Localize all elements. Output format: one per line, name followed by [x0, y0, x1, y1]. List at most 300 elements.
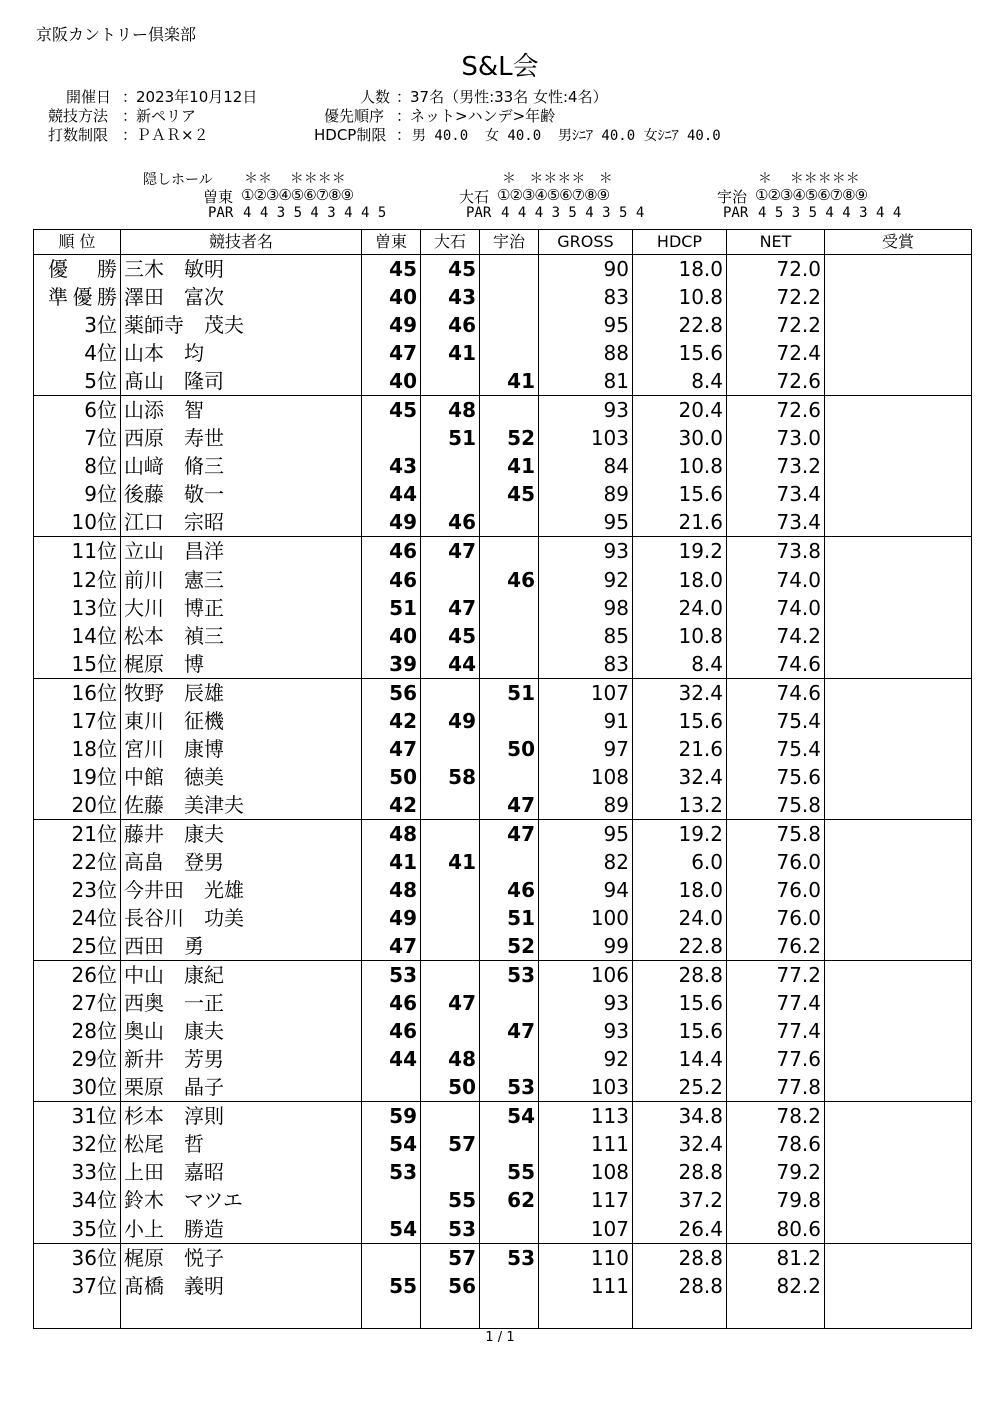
score-soto — [362, 1243, 421, 1272]
player-name: 上田 嘉昭 — [121, 1158, 362, 1186]
score-soto: 55 — [362, 1272, 421, 1300]
count-label: 人数 — [360, 88, 391, 106]
table-row — [34, 1130, 972, 1158]
empty-cell — [421, 1300, 480, 1329]
score-uji: 46 — [480, 566, 539, 594]
table-row — [34, 819, 972, 848]
net-cell: 73.4 — [727, 508, 825, 537]
score-soto: 51 — [362, 594, 421, 622]
player-name: 佐藤 美津夫 — [121, 791, 362, 820]
table-row — [34, 367, 972, 396]
rank-cell: 19位 — [34, 763, 121, 791]
award-cell — [825, 961, 972, 990]
method-sep: ： — [122, 107, 138, 125]
score-oishi: 53 — [421, 1214, 480, 1243]
score-uji: 51 — [480, 904, 539, 932]
score-soto: 53 — [362, 961, 421, 990]
award-cell — [825, 367, 972, 396]
table-row — [34, 622, 972, 650]
net-cell: 77.2 — [727, 961, 825, 990]
hdcp-cell: 18.0 — [633, 255, 727, 284]
rank-cell: 15位 — [34, 650, 121, 679]
score-soto: 48 — [362, 819, 421, 848]
player-name: 山﨑 脩三 — [121, 452, 362, 480]
award-cell — [825, 1045, 972, 1073]
net-cell: 72.0 — [727, 255, 825, 284]
award-cell — [825, 904, 972, 932]
score-oishi: 41 — [421, 848, 480, 876]
award-cell — [825, 819, 972, 848]
table-row — [34, 932, 972, 961]
net-cell: 77.4 — [727, 989, 825, 1017]
hdcp-cell: 15.6 — [633, 1017, 727, 1045]
award-cell — [825, 424, 972, 452]
score-uji — [480, 311, 539, 339]
empty-cell — [480, 1300, 539, 1329]
score-oishi — [421, 791, 480, 820]
score-uji — [480, 989, 539, 1017]
hdcp-cell: 32.4 — [633, 763, 727, 791]
date-sep: ： — [122, 88, 138, 106]
award-cell — [825, 566, 972, 594]
player-name: 西田 勇 — [121, 932, 362, 961]
score-uji — [480, 1130, 539, 1158]
table-row — [34, 707, 972, 735]
score-oishi: 43 — [421, 283, 480, 311]
net-cell: 75.8 — [727, 819, 825, 848]
score-oishi — [421, 932, 480, 961]
table-row — [34, 763, 972, 791]
gross-cell: 97 — [539, 735, 633, 763]
rank-cell: 17位 — [34, 707, 121, 735]
gross-cell: 93 — [539, 989, 633, 1017]
hdcp-cell: 13.2 — [633, 791, 727, 820]
course-1-par: 4 4 3 5 4 3 4 4 5 — [243, 205, 387, 221]
score-soto: 49 — [362, 904, 421, 932]
net-cell: 79.2 — [727, 1158, 825, 1186]
player-name: 牧野 辰雄 — [121, 678, 362, 707]
page-number: 1 / 1 — [485, 1330, 515, 1345]
net-cell: 75.6 — [727, 763, 825, 791]
rank-cell: 25位 — [34, 932, 121, 961]
table-row — [34, 255, 972, 284]
gross-cell: 100 — [539, 904, 633, 932]
net-cell: 74.0 — [727, 594, 825, 622]
gross-cell: 108 — [539, 763, 633, 791]
table-row — [34, 848, 972, 876]
award-cell — [825, 594, 972, 622]
table-row — [34, 283, 972, 311]
score-oishi: 51 — [421, 424, 480, 452]
net-cell: 74.2 — [727, 622, 825, 650]
score-uji: 52 — [480, 424, 539, 452]
score-soto: 42 — [362, 791, 421, 820]
gross-cell: 84 — [539, 452, 633, 480]
rank-cell: 32位 — [34, 1130, 121, 1158]
score-uji: 47 — [480, 791, 539, 820]
player-name: 三木 敏明 — [121, 255, 362, 284]
col-hdcp: HDCP — [633, 230, 727, 255]
rank-cell: 26位 — [34, 961, 121, 990]
hdcp-cell: 15.6 — [633, 480, 727, 508]
award-cell — [825, 650, 972, 679]
net-cell: 74.6 — [727, 678, 825, 707]
gross-cell: 90 — [539, 255, 633, 284]
method-value: 新ペリア — [136, 107, 197, 125]
score-oishi: 46 — [421, 311, 480, 339]
table-row — [34, 1073, 972, 1102]
score-oishi: 45 — [421, 622, 480, 650]
score-uji — [480, 339, 539, 367]
award-cell — [825, 508, 972, 537]
date-value: 2023年10月12日 — [136, 88, 258, 106]
rank-cell: 優 勝 — [34, 255, 121, 284]
player-name: 栗原 晶子 — [121, 1073, 362, 1102]
course-2-stars: ＊ ＊＊＊＊ ＊ — [502, 171, 613, 187]
course-3-holes: ①②③④⑤⑥⑦⑧⑨ — [755, 186, 868, 204]
course-3-name: 宇治 — [717, 188, 748, 206]
col-gross: GROSS — [539, 230, 633, 255]
player-name: 山本 均 — [121, 339, 362, 367]
score-oishi: 47 — [421, 594, 480, 622]
score-uji: 52 — [480, 932, 539, 961]
rank-cell: 24位 — [34, 904, 121, 932]
table-row — [34, 1214, 972, 1243]
score-uji — [480, 622, 539, 650]
rank-cell: 33位 — [34, 1158, 121, 1186]
award-cell — [825, 791, 972, 820]
score-uji: 53 — [480, 1243, 539, 1272]
rank-cell: 16位 — [34, 678, 121, 707]
net-cell: 72.4 — [727, 339, 825, 367]
table-row — [34, 452, 972, 480]
score-soto: 44 — [362, 1045, 421, 1073]
player-name: 長谷川 功美 — [121, 904, 362, 932]
gross-cell: 83 — [539, 283, 633, 311]
gross-cell: 89 — [539, 791, 633, 820]
page-title: S&L会 — [461, 52, 539, 82]
table-filler-row — [34, 1300, 972, 1329]
table-row — [34, 791, 972, 820]
col-uji: 宇治 — [480, 230, 539, 255]
empty-cell — [362, 1300, 421, 1329]
score-oishi — [421, 452, 480, 480]
empty-cell — [727, 1300, 825, 1329]
limit-value: ＰＡＲ×２ — [136, 126, 209, 144]
player-name: 宮川 康博 — [121, 735, 362, 763]
table-row — [34, 480, 972, 508]
rank-cell: 29位 — [34, 1045, 121, 1073]
hdcp-cell: 14.4 — [633, 1045, 727, 1073]
course-1-holes: ①②③④⑤⑥⑦⑧⑨ — [241, 186, 354, 204]
player-name: 髙山 隆司 — [121, 367, 362, 396]
rank-cell: 9位 — [34, 480, 121, 508]
course-3-par-label: PAR — [723, 205, 749, 221]
award-cell — [825, 1272, 972, 1300]
rank-cell: 20位 — [34, 791, 121, 820]
score-soto: 48 — [362, 876, 421, 904]
table-row — [34, 339, 972, 367]
award-cell — [825, 1243, 972, 1272]
score-uji — [480, 1214, 539, 1243]
gross-cell: 106 — [539, 961, 633, 990]
table-row — [34, 1272, 972, 1300]
score-soto: 54 — [362, 1130, 421, 1158]
player-name: 髙橋 義明 — [121, 1272, 362, 1300]
priority-label: 優先順序 — [324, 107, 385, 125]
score-oishi: 48 — [421, 396, 480, 425]
net-cell: 77.4 — [727, 1017, 825, 1045]
rank-cell: 22位 — [34, 848, 121, 876]
gross-cell: 92 — [539, 566, 633, 594]
empty-cell — [34, 1300, 121, 1329]
rank-cell: 36位 — [34, 1243, 121, 1272]
gross-cell: 95 — [539, 508, 633, 537]
gross-cell: 107 — [539, 1214, 633, 1243]
gross-cell: 111 — [539, 1272, 633, 1300]
hdcp-label: HDCP制限 — [314, 126, 387, 144]
col-rank: 順 位 — [34, 230, 121, 255]
table-row — [34, 650, 972, 679]
score-uji: 46 — [480, 876, 539, 904]
score-soto: 54 — [362, 1214, 421, 1243]
gross-cell: 93 — [539, 396, 633, 425]
gross-cell: 108 — [539, 1158, 633, 1186]
gross-cell: 93 — [539, 1017, 633, 1045]
score-oishi — [421, 678, 480, 707]
score-oishi — [421, 1102, 480, 1131]
player-name: 梶原 悦子 — [121, 1243, 362, 1272]
rank-cell: 10位 — [34, 508, 121, 537]
award-cell — [825, 1158, 972, 1186]
rank-cell: 8位 — [34, 452, 121, 480]
award-cell — [825, 255, 972, 284]
award-cell — [825, 735, 972, 763]
rank-cell: 28位 — [34, 1017, 121, 1045]
score-uji — [480, 763, 539, 791]
score-uji: 41 — [480, 367, 539, 396]
score-uji: 54 — [480, 1102, 539, 1131]
empty-cell — [121, 1300, 362, 1329]
gross-cell: 113 — [539, 1102, 633, 1131]
hdcp-sep: ： — [396, 126, 412, 144]
rank-cell: 13位 — [34, 594, 121, 622]
score-soto: 47 — [362, 735, 421, 763]
rank-cell: 準優勝 — [34, 283, 121, 311]
hdcp-cell: 22.8 — [633, 311, 727, 339]
rank-cell: 12位 — [34, 566, 121, 594]
score-soto — [362, 1186, 421, 1214]
player-name: 高畠 登男 — [121, 848, 362, 876]
player-name: 後藤 敬一 — [121, 480, 362, 508]
table-row — [34, 1186, 972, 1214]
table-row — [34, 396, 972, 425]
score-oishi — [421, 1017, 480, 1045]
hdcp-cell: 26.4 — [633, 1214, 727, 1243]
gross-cell: 88 — [539, 339, 633, 367]
hdcp-cell: 28.8 — [633, 1243, 727, 1272]
gross-cell: 89 — [539, 480, 633, 508]
priority-value: ネット>ハンデ>年齢 — [410, 107, 556, 125]
limit-label: 打数制限 — [48, 126, 109, 144]
award-cell — [825, 1130, 972, 1158]
hdcp-cell: 24.0 — [633, 594, 727, 622]
hdcp-cell: 15.6 — [633, 989, 727, 1017]
score-uji — [480, 594, 539, 622]
net-cell: 78.6 — [727, 1130, 825, 1158]
course-2-holes: ①②③④⑤⑥⑦⑧⑨ — [497, 186, 610, 204]
score-uji — [480, 508, 539, 537]
award-cell — [825, 480, 972, 508]
score-uji — [480, 650, 539, 679]
award-cell — [825, 678, 972, 707]
hdcp-cell: 21.6 — [633, 735, 727, 763]
player-name: 奥山 康夫 — [121, 1017, 362, 1045]
score-oishi: 47 — [421, 989, 480, 1017]
gross-cell: 82 — [539, 848, 633, 876]
rank-cell: 23位 — [34, 876, 121, 904]
gross-cell: 81 — [539, 367, 633, 396]
rank-cell: 7位 — [34, 424, 121, 452]
score-oishi — [421, 904, 480, 932]
score-oishi — [421, 961, 480, 990]
table-header — [34, 230, 972, 255]
col-soto: 曽東 — [362, 230, 421, 255]
award-cell — [825, 707, 972, 735]
table-row — [34, 1243, 972, 1272]
empty-cell — [539, 1300, 633, 1329]
score-oishi: 57 — [421, 1130, 480, 1158]
score-soto: 40 — [362, 367, 421, 396]
gross-cell: 91 — [539, 707, 633, 735]
score-uji — [480, 255, 539, 284]
method-label: 競技方法 — [48, 107, 109, 125]
net-cell: 72.2 — [727, 283, 825, 311]
player-name: 小上 勝造 — [121, 1214, 362, 1243]
score-oishi: 45 — [421, 255, 480, 284]
gross-cell: 83 — [539, 650, 633, 679]
net-cell: 82.2 — [727, 1272, 825, 1300]
hdcp-cell: 21.6 — [633, 508, 727, 537]
rank-cell: 3位 — [34, 311, 121, 339]
count-value: 37名（男性:33名 女性:4名） — [410, 88, 608, 106]
hdcp-cell: 6.0 — [633, 848, 727, 876]
score-oishi — [421, 367, 480, 396]
score-uji — [480, 848, 539, 876]
award-cell — [825, 452, 972, 480]
score-uji — [480, 1272, 539, 1300]
score-oishi — [421, 566, 480, 594]
player-name: 藤井 康夫 — [121, 819, 362, 848]
score-soto: 46 — [362, 537, 421, 566]
score-oishi: 49 — [421, 707, 480, 735]
hdcp-cell: 25.2 — [633, 1073, 727, 1102]
hdcp-cell: 34.8 — [633, 1102, 727, 1131]
score-oishi: 57 — [421, 1243, 480, 1272]
course-2-par-label: PAR — [466, 205, 492, 221]
score-oishi: 55 — [421, 1186, 480, 1214]
rank-cell: 11位 — [34, 537, 121, 566]
hdcp-cell: 18.0 — [633, 876, 727, 904]
limit-sep: ： — [122, 126, 138, 144]
col-name: 競技者名 — [121, 230, 362, 255]
award-cell — [825, 1186, 972, 1214]
player-name: 中館 徳美 — [121, 763, 362, 791]
score-oishi: 48 — [421, 1045, 480, 1073]
course-2-name: 大石 — [459, 188, 490, 206]
hdcp-cell: 20.4 — [633, 396, 727, 425]
gross-cell: 99 — [539, 932, 633, 961]
course-1-par-label: PAR — [208, 205, 234, 221]
course-1-stars: ＊＊ ＊＊＊＊ — [244, 171, 346, 187]
gross-cell: 85 — [539, 622, 633, 650]
player-name: 山添 智 — [121, 396, 362, 425]
hdcp-cell: 19.2 — [633, 537, 727, 566]
hdcp-cell: 28.8 — [633, 1272, 727, 1300]
player-name: 澤田 富次 — [121, 283, 362, 311]
net-cell: 77.6 — [727, 1045, 825, 1073]
score-soto: 39 — [362, 650, 421, 679]
net-cell: 72.2 — [727, 311, 825, 339]
score-soto: 46 — [362, 989, 421, 1017]
score-soto: 53 — [362, 1158, 421, 1186]
net-cell: 75.4 — [727, 707, 825, 735]
hdcp-cell: 19.2 — [633, 819, 727, 848]
table-row — [34, 678, 972, 707]
award-cell — [825, 339, 972, 367]
player-name: 東川 征機 — [121, 707, 362, 735]
table-row — [34, 424, 972, 452]
table-row — [34, 904, 972, 932]
score-soto: 42 — [362, 707, 421, 735]
score-soto: 46 — [362, 1017, 421, 1045]
net-cell: 76.0 — [727, 848, 825, 876]
score-soto: 40 — [362, 283, 421, 311]
table-row — [34, 1017, 972, 1045]
col-oishi: 大石 — [421, 230, 480, 255]
score-uji: 53 — [480, 961, 539, 990]
score-oishi — [421, 1158, 480, 1186]
score-soto: 56 — [362, 678, 421, 707]
net-cell: 77.8 — [727, 1073, 825, 1102]
score-uji — [480, 537, 539, 566]
player-name: 梶原 博 — [121, 650, 362, 679]
score-soto: 43 — [362, 452, 421, 480]
score-soto: 47 — [362, 932, 421, 961]
table-row — [34, 1158, 972, 1186]
course-1-name: 曽東 — [203, 188, 234, 206]
rank-cell: 14位 — [34, 622, 121, 650]
course-3-par: 4 5 3 5 4 4 3 4 4 — [758, 205, 902, 221]
award-cell — [825, 989, 972, 1017]
hdcp-cell: 30.0 — [633, 424, 727, 452]
award-cell — [825, 311, 972, 339]
score-uji: 62 — [480, 1186, 539, 1214]
score-soto: 47 — [362, 339, 421, 367]
hdcp-cell: 8.4 — [633, 367, 727, 396]
hdcp-cell: 37.2 — [633, 1186, 727, 1214]
table-row — [34, 989, 972, 1017]
hdcp-cell: 8.4 — [633, 650, 727, 679]
results-table — [33, 229, 972, 1329]
net-cell: 76.2 — [727, 932, 825, 961]
score-uji — [480, 396, 539, 425]
score-uji: 50 — [480, 735, 539, 763]
hdcp-cell: 28.8 — [633, 1158, 727, 1186]
award-cell — [825, 283, 972, 311]
score-oishi — [421, 876, 480, 904]
course-2-par: 4 4 4 3 5 4 3 5 4 — [501, 205, 645, 221]
